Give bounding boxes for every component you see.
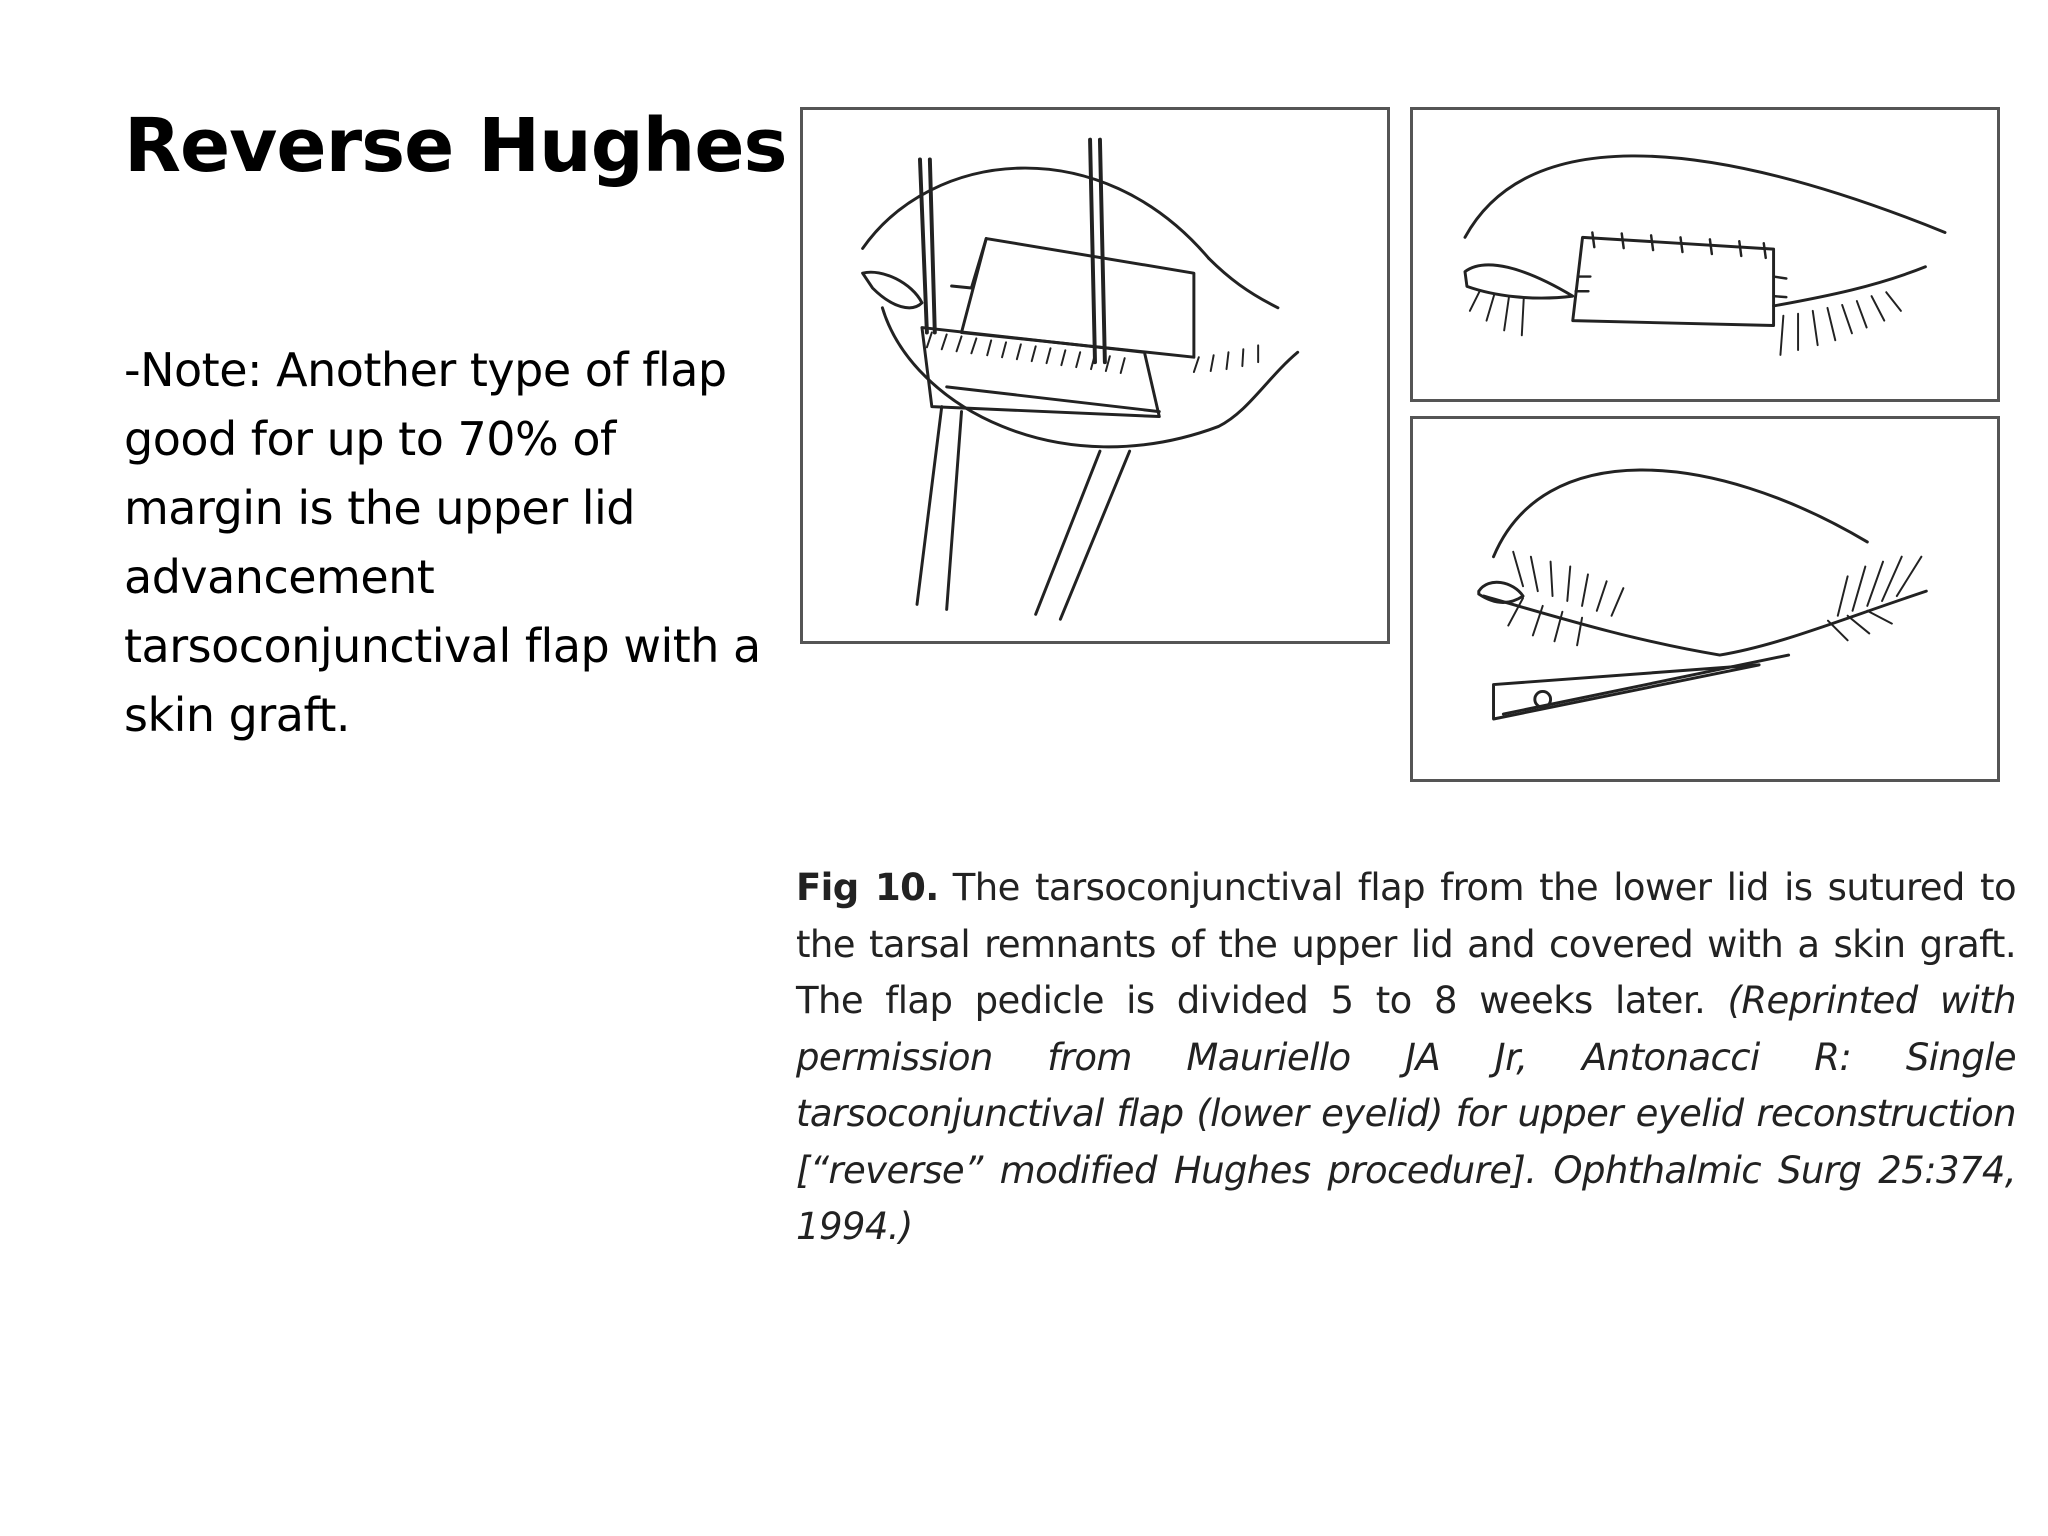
figure-panel-flap-advancement: [800, 107, 1390, 644]
sutured-flap-illustration: [1413, 110, 1997, 399]
flap-advancement-illustration: [803, 110, 1387, 641]
caption-reference: (Reprinted with permission from Mauriello JA Jr, Antonacci R: Single tarsoconjunctival flap (lower eyelid) for upper eyelid reconstruction [“reverse” modified Hughes procedure]. Ophthalmic Surg 25:374, 1994.): [796, 979, 2016, 1248]
figure-caption: [796, 860, 2016, 1256]
pedicle-division-illustration: [1413, 419, 1997, 779]
figure-panel-pedicle-division: [1410, 416, 2000, 782]
caption-text: The tarsoconjunctival flap from the lower lid is sutured to the tarsal remnants of the upper lid and covered with a skin graft. The flap pedicle is divided 5 to 8 weeks later.: [796, 866, 2016, 1022]
figure-label: Fig 10.: [796, 866, 939, 909]
figure-panel-sutured-flap: [1410, 107, 2000, 402]
slide-note: -Note: Another type of flap good for up to 70% of margin is the upper lid advancement tarsoconjunctival flap with a skin graft.: [124, 343, 761, 742]
slide-title: Reverse Hughes: [124, 103, 787, 189]
